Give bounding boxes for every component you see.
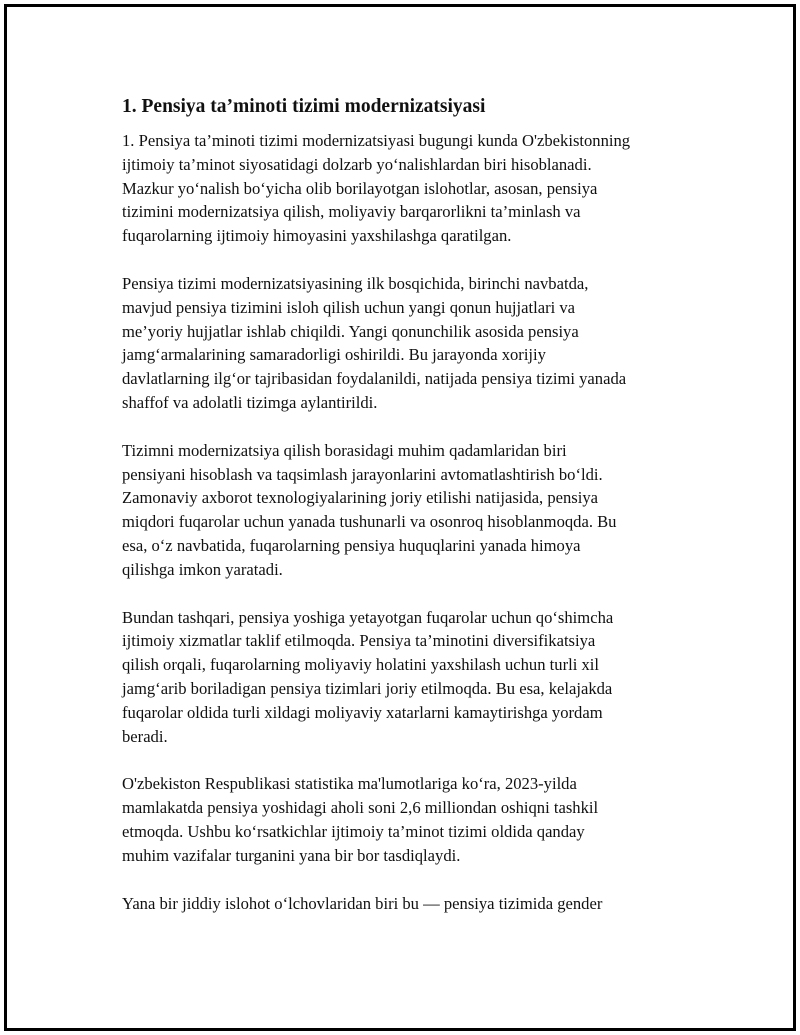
text-line: fuqarolarning ijtimoiy himoyasini yaxshilashga qaratilgan. [122,226,512,246]
text-line: ijtimoiy ta’minot siyosatidagi dolzarb yo‘nalishlardan biri hisoblanadi. [122,154,592,174]
text-line: jamg‘armalarining samaradorligi oshirildi. Bu jarayonda xorijiy [122,345,546,365]
text-line: esa, o‘z navbatida, fuqarolarning pensiya huquqlarini yanada himoya [122,535,581,555]
page-frame [4,4,796,1031]
paragraph-4 [122,606,692,749]
text-line: davlatlarning ilg‘or tajribasidan foydalanildi, natijada pensiya tizimi yanada [122,369,627,389]
text-line: mavjud pensiya tizimini isloh qilish uchun yangi qonun hujjatlari va [122,297,576,317]
text-line: jamg‘arib boriladigan pensiya tizimlari joriy etilmoqda. Bu esa, kelajakda [122,678,613,698]
text-line: etmoqda. Ushbu ko‘rsatkichlar ijtimoiy ta’minot tizimi oldida qanday [122,821,585,841]
text-line: qilishga imkon yaratadi. [122,559,283,579]
text-line: shaffof va adolatli tizimga aylantirildi. [122,392,378,412]
paragraph-6 [122,892,692,916]
text-line: 1. Pensiya ta’minoti tizimi modernizatsiyasi bugungi kunda O'zbekistonning [122,131,631,150]
text-line: pensiyani hisoblash va taqsimlash jarayonlarini avtomatlashtirish bo‘ldi. [122,464,603,484]
text-line: tizimini modernizatsiya qilish, moliyaviy barqarorlikni ta’minlash va [122,202,581,222]
paragraph-3 [122,439,692,582]
text-line: Tizimni modernizatsiya qilish borasidagi muhim qadamlaridan biri [122,440,567,460]
paragraph-1 [122,129,692,248]
paragraph-2 [122,272,692,415]
text-line: qilish orqali, fuqarolarning moliyaviy holatini yaxshilash uchun turli xil [122,655,599,675]
text-line: Zamonaviy axborot texnologiyalarining joriy etilishi natijasida, pensiya [122,488,599,508]
text-line: O'zbekiston Respublikasi statistika ma'lumotlariga ko‘ra, 2023-yilda [122,774,577,794]
text-line: Yana bir jiddiy islohot o‘lchovlaridan biri bu — pensiya tizimida gender [122,893,603,913]
text-line: ijtimoiy xizmatlar taklif etilmoqda. Pensiya ta’minotini diversifikatsiya [122,631,596,651]
text-line: Mazkur yo‘nalish bo‘yicha olib borilayotgan islohotlar, asosan, pensiya [122,178,598,198]
text-line: muhim vazifalar turganini yana bir bor tasdiqlaydi. [122,845,461,865]
text-line: fuqarolar oldida turli xildagi moliyaviy xatarlarni kamaytirishga yordam [122,702,603,722]
text-line: miqdori fuqarolar uchun yanada tushunarli va osonroq hisoblanmoqda. Bu [122,512,617,532]
text-line: mamlakatda pensiya yoshidagi aholi soni 2,6 milliondan oshiqni tashkil [122,798,599,818]
document-heading: 1. Pensiya ta’minoti tizimi modernizatsiyasi [122,96,486,117]
text-line: Bundan tashqari, pensiya yoshiga yetayotgan fuqarolar uchun qo‘shimcha [122,607,614,627]
document-body [122,95,692,939]
paragraph-5 [122,772,692,867]
text-line: beradi. [122,726,168,746]
text-line: me’yoriy hujjatlar ishlab chiqildi. Yangi qonunchilik asosida pensiya [122,321,579,341]
text-line: Pensiya tizimi modernizatsiyasining ilk bosqichida, birinchi navbatda, [122,273,589,293]
